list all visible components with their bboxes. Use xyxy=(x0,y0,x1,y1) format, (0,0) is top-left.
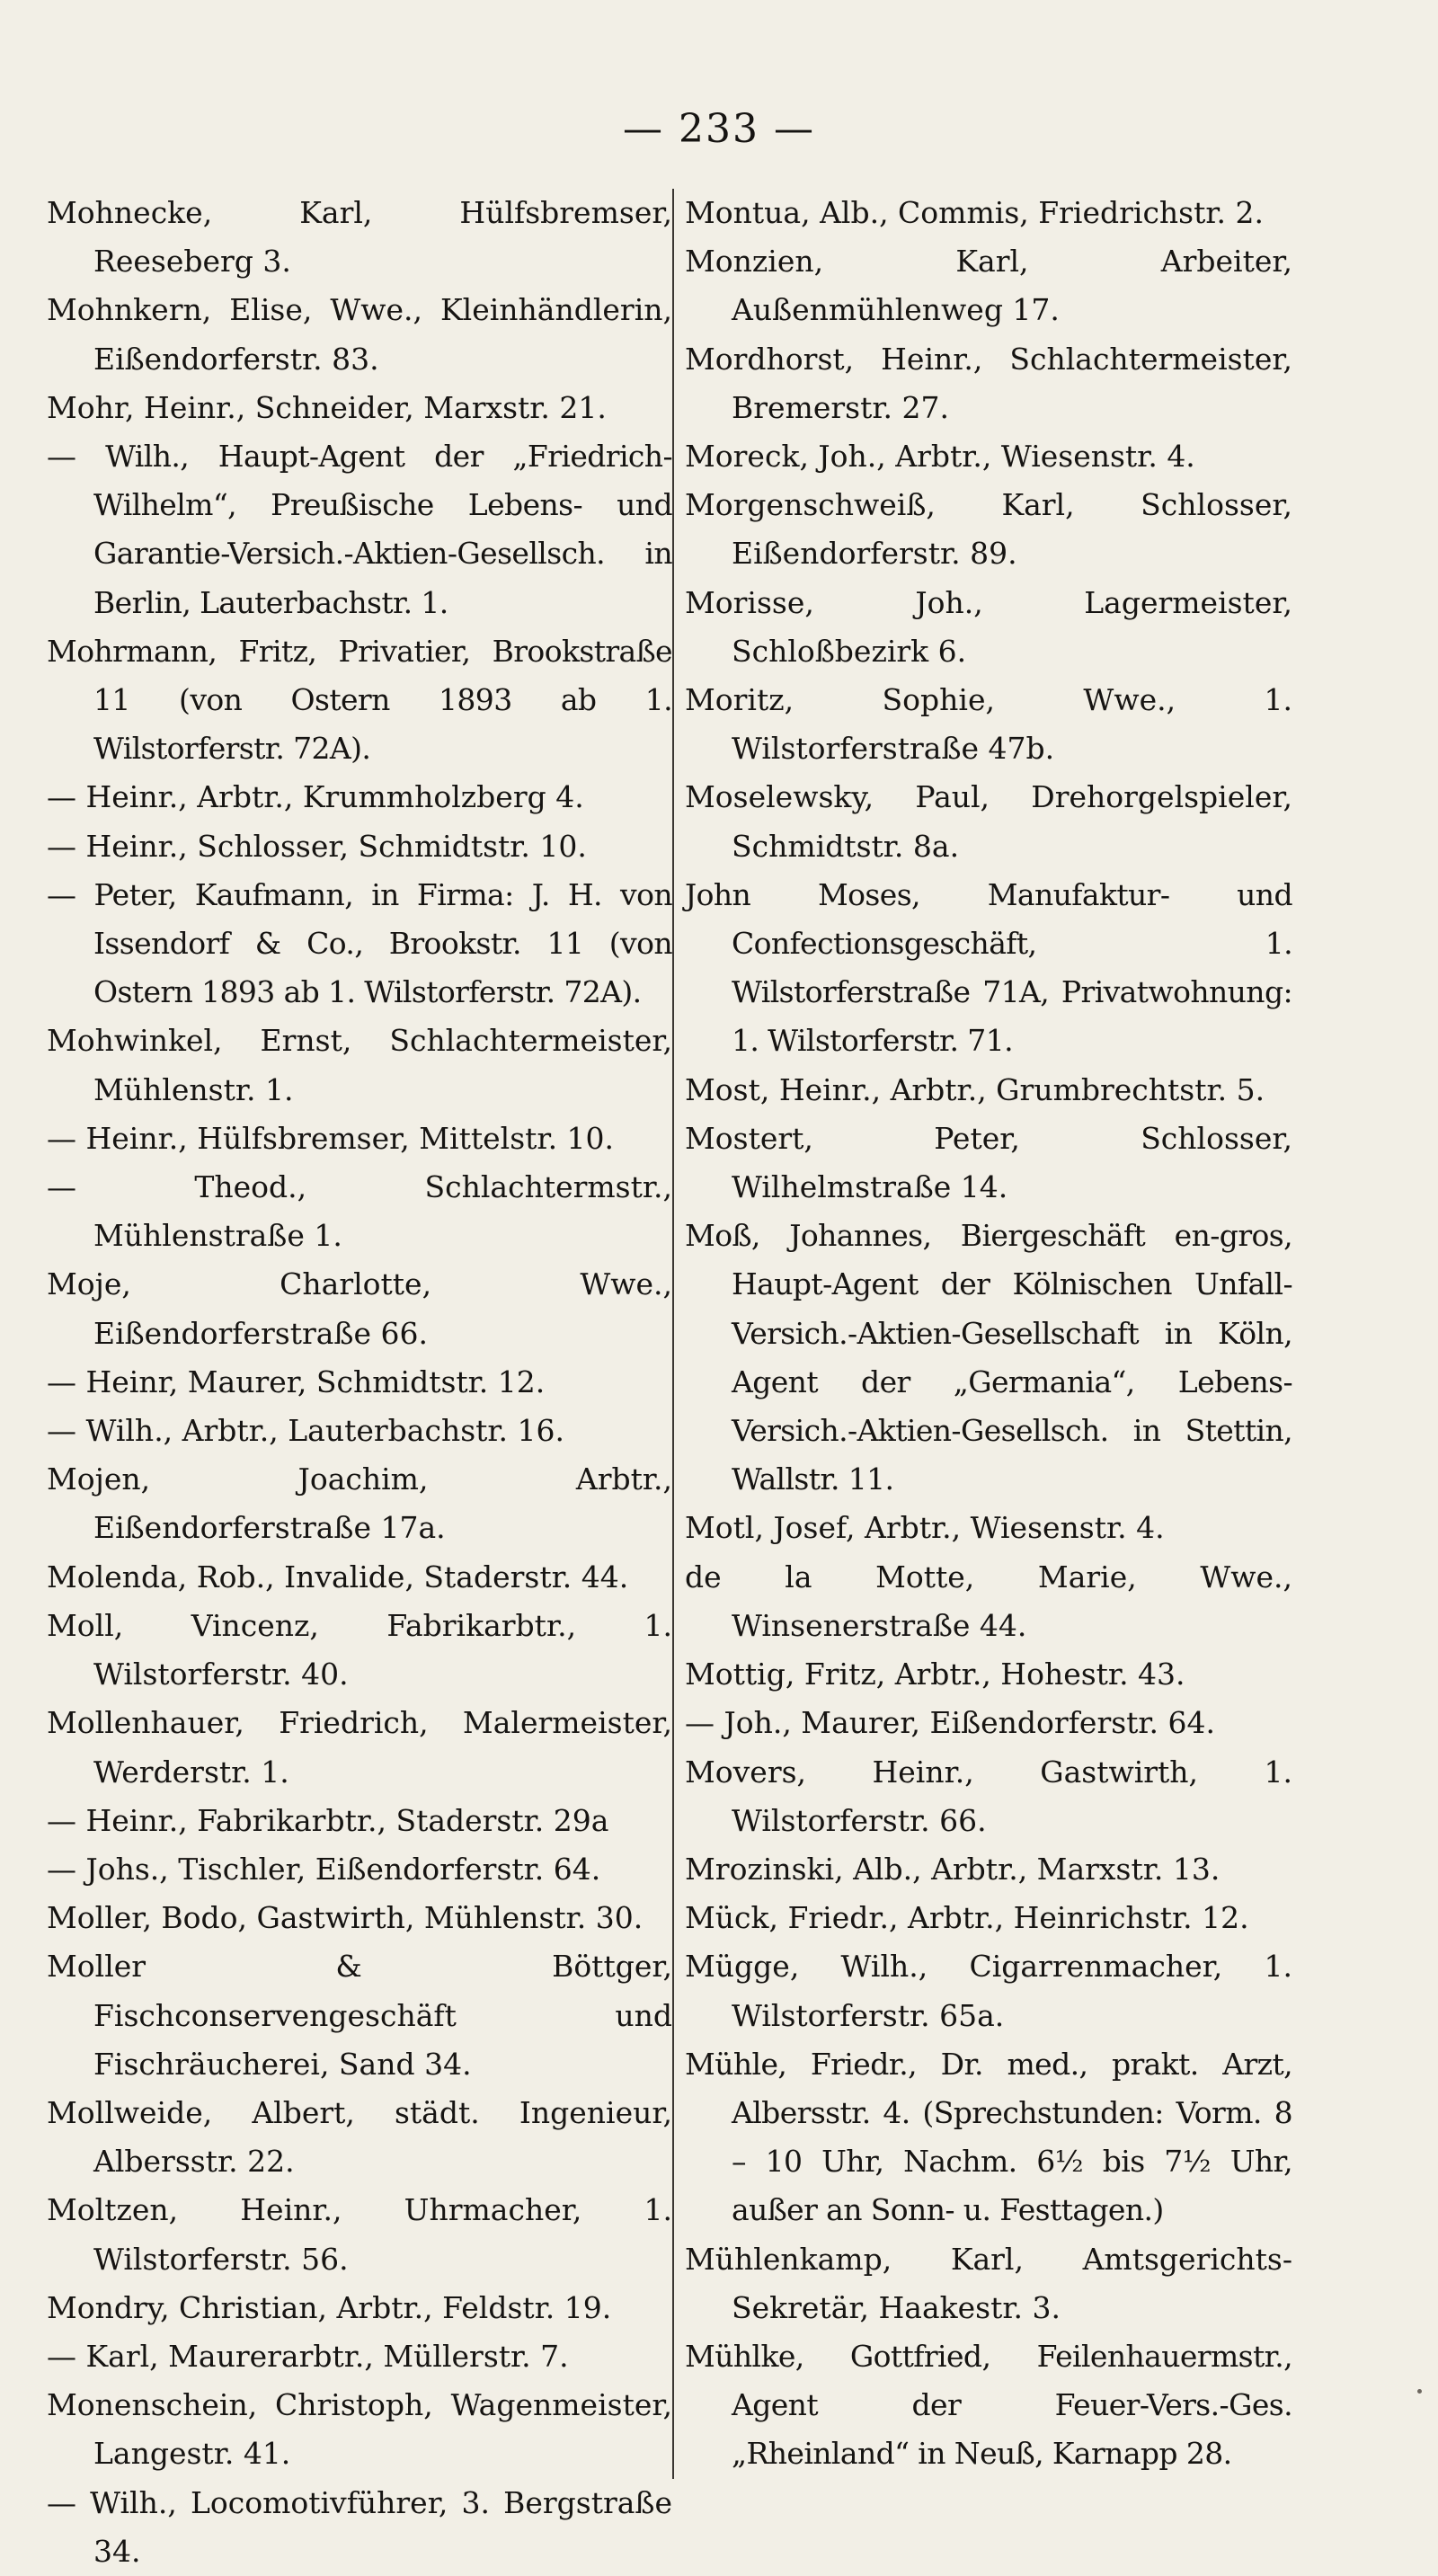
directory-entry: Mondry, Christian, Arbtr., Feldstr. 19. xyxy=(47,2289,612,2325)
directory-entry: Moß, Johannes, Biergeschäft en-gros, Haupt-Agent der Kölnischen Unfall-Versich.-Aktien-Gesellschaft in Köln, Agent der „Germania“, Lebens-Versich.-Aktien-Gesellsch. in Stettin, Wallstr. 11. xyxy=(685,1218,1292,1497)
left-column xyxy=(47,189,672,2576)
directory-entry: Mostert, Peter, Schlosser, Wilhelmstraße 14. xyxy=(685,1120,1292,1205)
directory-entry: Morgenschweiß, Karl, Schlosser, Eißendorferstr. 89. xyxy=(685,487,1292,572)
directory-entry: Mück, Friedr., Arbtr., Heinrichstr. 12. xyxy=(685,1900,1249,1936)
directory-entry: Mohnecke, Karl, Hülfsbremser, Reeseberg 3. xyxy=(47,195,672,280)
directory-entry: Moreck, Joh., Arbtr., Wiesenstr. 4. xyxy=(685,439,1195,475)
directory-entry: Movers, Heinr., Gastwirth, 1. Wilstorferstr. 66. xyxy=(685,1754,1292,1838)
directory-entry: — Heinr., Schlosser, Schmidtstr. 10. xyxy=(47,828,587,864)
directory-entry: — Wilh., Locomotivführer, 3. Bergstraße 34. xyxy=(47,2484,672,2569)
directory-entry: Mühle, Friedr., Dr. med., prakt. Arzt, Albersstr. 4. (Sprechstunden: Vorm. 8 – 10 Uhr, Nachm. 6½ bis 7½ Uhr, außer an Sonn- u. Festtagen.) xyxy=(685,2046,1292,2228)
directory-entry: Mohr, Heinr., Schneider, Marxstr. 21. xyxy=(47,389,607,425)
directory-entry: — Wilh., Haupt-Agent der „Friedrich-Wilhelm“, Preußische Lebens- und Garantie-Versich.-Aktien-Gesellsch. in Berlin, Lauterbachstr. 1. xyxy=(47,439,672,620)
directory-entry: — Theod., Schlachtermstr., Mühlenstraße 1. xyxy=(47,1169,672,1254)
directory-entry: Mühlenkamp, Karl, Amtsgerichts-Sekretär, Haakestr. 3. xyxy=(685,2241,1292,2325)
directory-entry: — Johs., Tischler, Eißendorferstr. 64. xyxy=(47,1851,601,1887)
directory-entry: Moller & Böttger, Fischconservengeschäft und Fischräucherei, Sand 34. xyxy=(47,1949,672,2082)
directory-entry: — Heinr, Maurer, Schmidtstr. 12. xyxy=(47,1364,546,1399)
directory-entry: — Heinr., Hülfsbremser, Mittelstr. 10. xyxy=(47,1120,615,1156)
directory-entry: de la Motte, Marie, Wwe., Winsenerstraße 44. xyxy=(685,1559,1292,1643)
directory-entry: Mühlke, Gottfried, Feilenhauermstr., Agent der Feuer-Vers.-Ges. „Rheinland“ in Neuß, Karnapp 28. xyxy=(685,2338,1292,2472)
directory-entry: Monenschein, Christoph, Wagenmeister, Langestr. 41. xyxy=(47,2387,672,2472)
directory-entry: Mordhorst, Heinr., Schlachtermeister, Bremerstr. 27. xyxy=(685,341,1292,425)
directory-entry: Moselewsky, Paul, Drehorgelspieler, Schmidtstr. 8a. xyxy=(685,779,1292,864)
directory-entry: Moller, Bodo, Gastwirth, Mühlenstr. 30. xyxy=(47,1900,644,1936)
directory-entry: Moje, Charlotte, Wwe., Eißendorferstraße 66. xyxy=(47,1266,672,1351)
directory-entry: Mollweide, Albert, städt. Ingenieur, Albersstr. 22. xyxy=(47,2094,672,2180)
directory-entry: Monzien, Karl, Arbeiter, Außenmühlenweg 17. xyxy=(685,244,1292,328)
directory-entry: — Karl, Maurerarbtr., Müllerstr. 7. xyxy=(47,2338,569,2374)
directory-entry: — Heinr., Arbtr., Krummholzberg 4. xyxy=(47,779,584,815)
directory-entry: Mohrmann, Fritz, Privatier, Brookstraße 11 (von Ostern 1893 ab 1. Wilstorferstr. 72A). xyxy=(47,633,672,767)
right-column xyxy=(672,189,1292,2479)
directory-entry: — Joh., Maurer, Eißendorferstr. 64. xyxy=(685,1705,1216,1741)
directory-entry: Mrozinski, Alb., Arbtr., Marxstr. 13. xyxy=(685,1851,1221,1887)
directory-entry: Moritz, Sophie, Wwe., 1. Wilstorferstraße 47b. xyxy=(685,682,1292,767)
page-number: — 233 — xyxy=(623,106,815,152)
directory-entry: Mohwinkel, Ernst, Schlachtermeister, Mühlenstr. 1. xyxy=(47,1023,672,1107)
directory-entry: Most, Heinr., Arbtr., Grumbrechtstr. 5. xyxy=(685,1071,1265,1107)
directory-entry: — Heinr., Fabrikarbtr., Staderstr. 29a xyxy=(47,1802,609,1838)
directory-entry: — Wilh., Arbtr., Lauterbachstr. 16. xyxy=(47,1413,565,1449)
directory-entry: Mügge, Wilh., Cigarrenmacher, 1. Wilstorferstr. 65a. xyxy=(685,1949,1292,2033)
directory-entry: Mottig, Fritz, Arbtr., Hohestr. 43. xyxy=(685,1657,1185,1692)
page-blemish xyxy=(1417,2389,1422,2394)
directory-entry: Molenda, Rob., Invalide, Staderstr. 44. xyxy=(47,1559,629,1594)
directory-entry: — Peter, Kaufmann, in Firma: J. H. von Issendorf & Co., Brookstr. 11 (von Ostern 1893 ab 1. Wilstorferstr. 72A). xyxy=(47,876,672,1010)
directory-entry: Moltzen, Heinr., Uhrmacher, 1. Wilstorferstr. 56. xyxy=(47,2192,672,2277)
directory-entry: Moll, Vincenz, Fabrikarbtr., 1. Wilstorferstr. 40. xyxy=(47,1607,672,1692)
directory-entry: Mollenhauer, Friedrich, Malermeister, Werderstr. 1. xyxy=(47,1705,672,1790)
directory-entry: Morisse, Joh., Lagermeister, Schloßbezirk 6. xyxy=(685,584,1292,669)
directory-entry: Motl, Josef, Arbtr., Wiesenstr. 4. xyxy=(685,1510,1165,1546)
directory-entry: Montua, Alb., Commis, Friedrichstr. 2. xyxy=(685,195,1264,230)
directory-entry: Mohnkern, Elise, Wwe., Kleinhändlerin, Eißendorferstr. 83. xyxy=(47,292,672,377)
directory-entry: John Moses, Manufaktur- und Confectionsgeschäft, 1. Wilstorferstraße 71A, Privatwohnung: 1. Wilstorferstr. 71. xyxy=(685,876,1292,1059)
directory-entry: Mojen, Joachim, Arbtr., Eißendorferstraße 17a. xyxy=(47,1461,672,1546)
